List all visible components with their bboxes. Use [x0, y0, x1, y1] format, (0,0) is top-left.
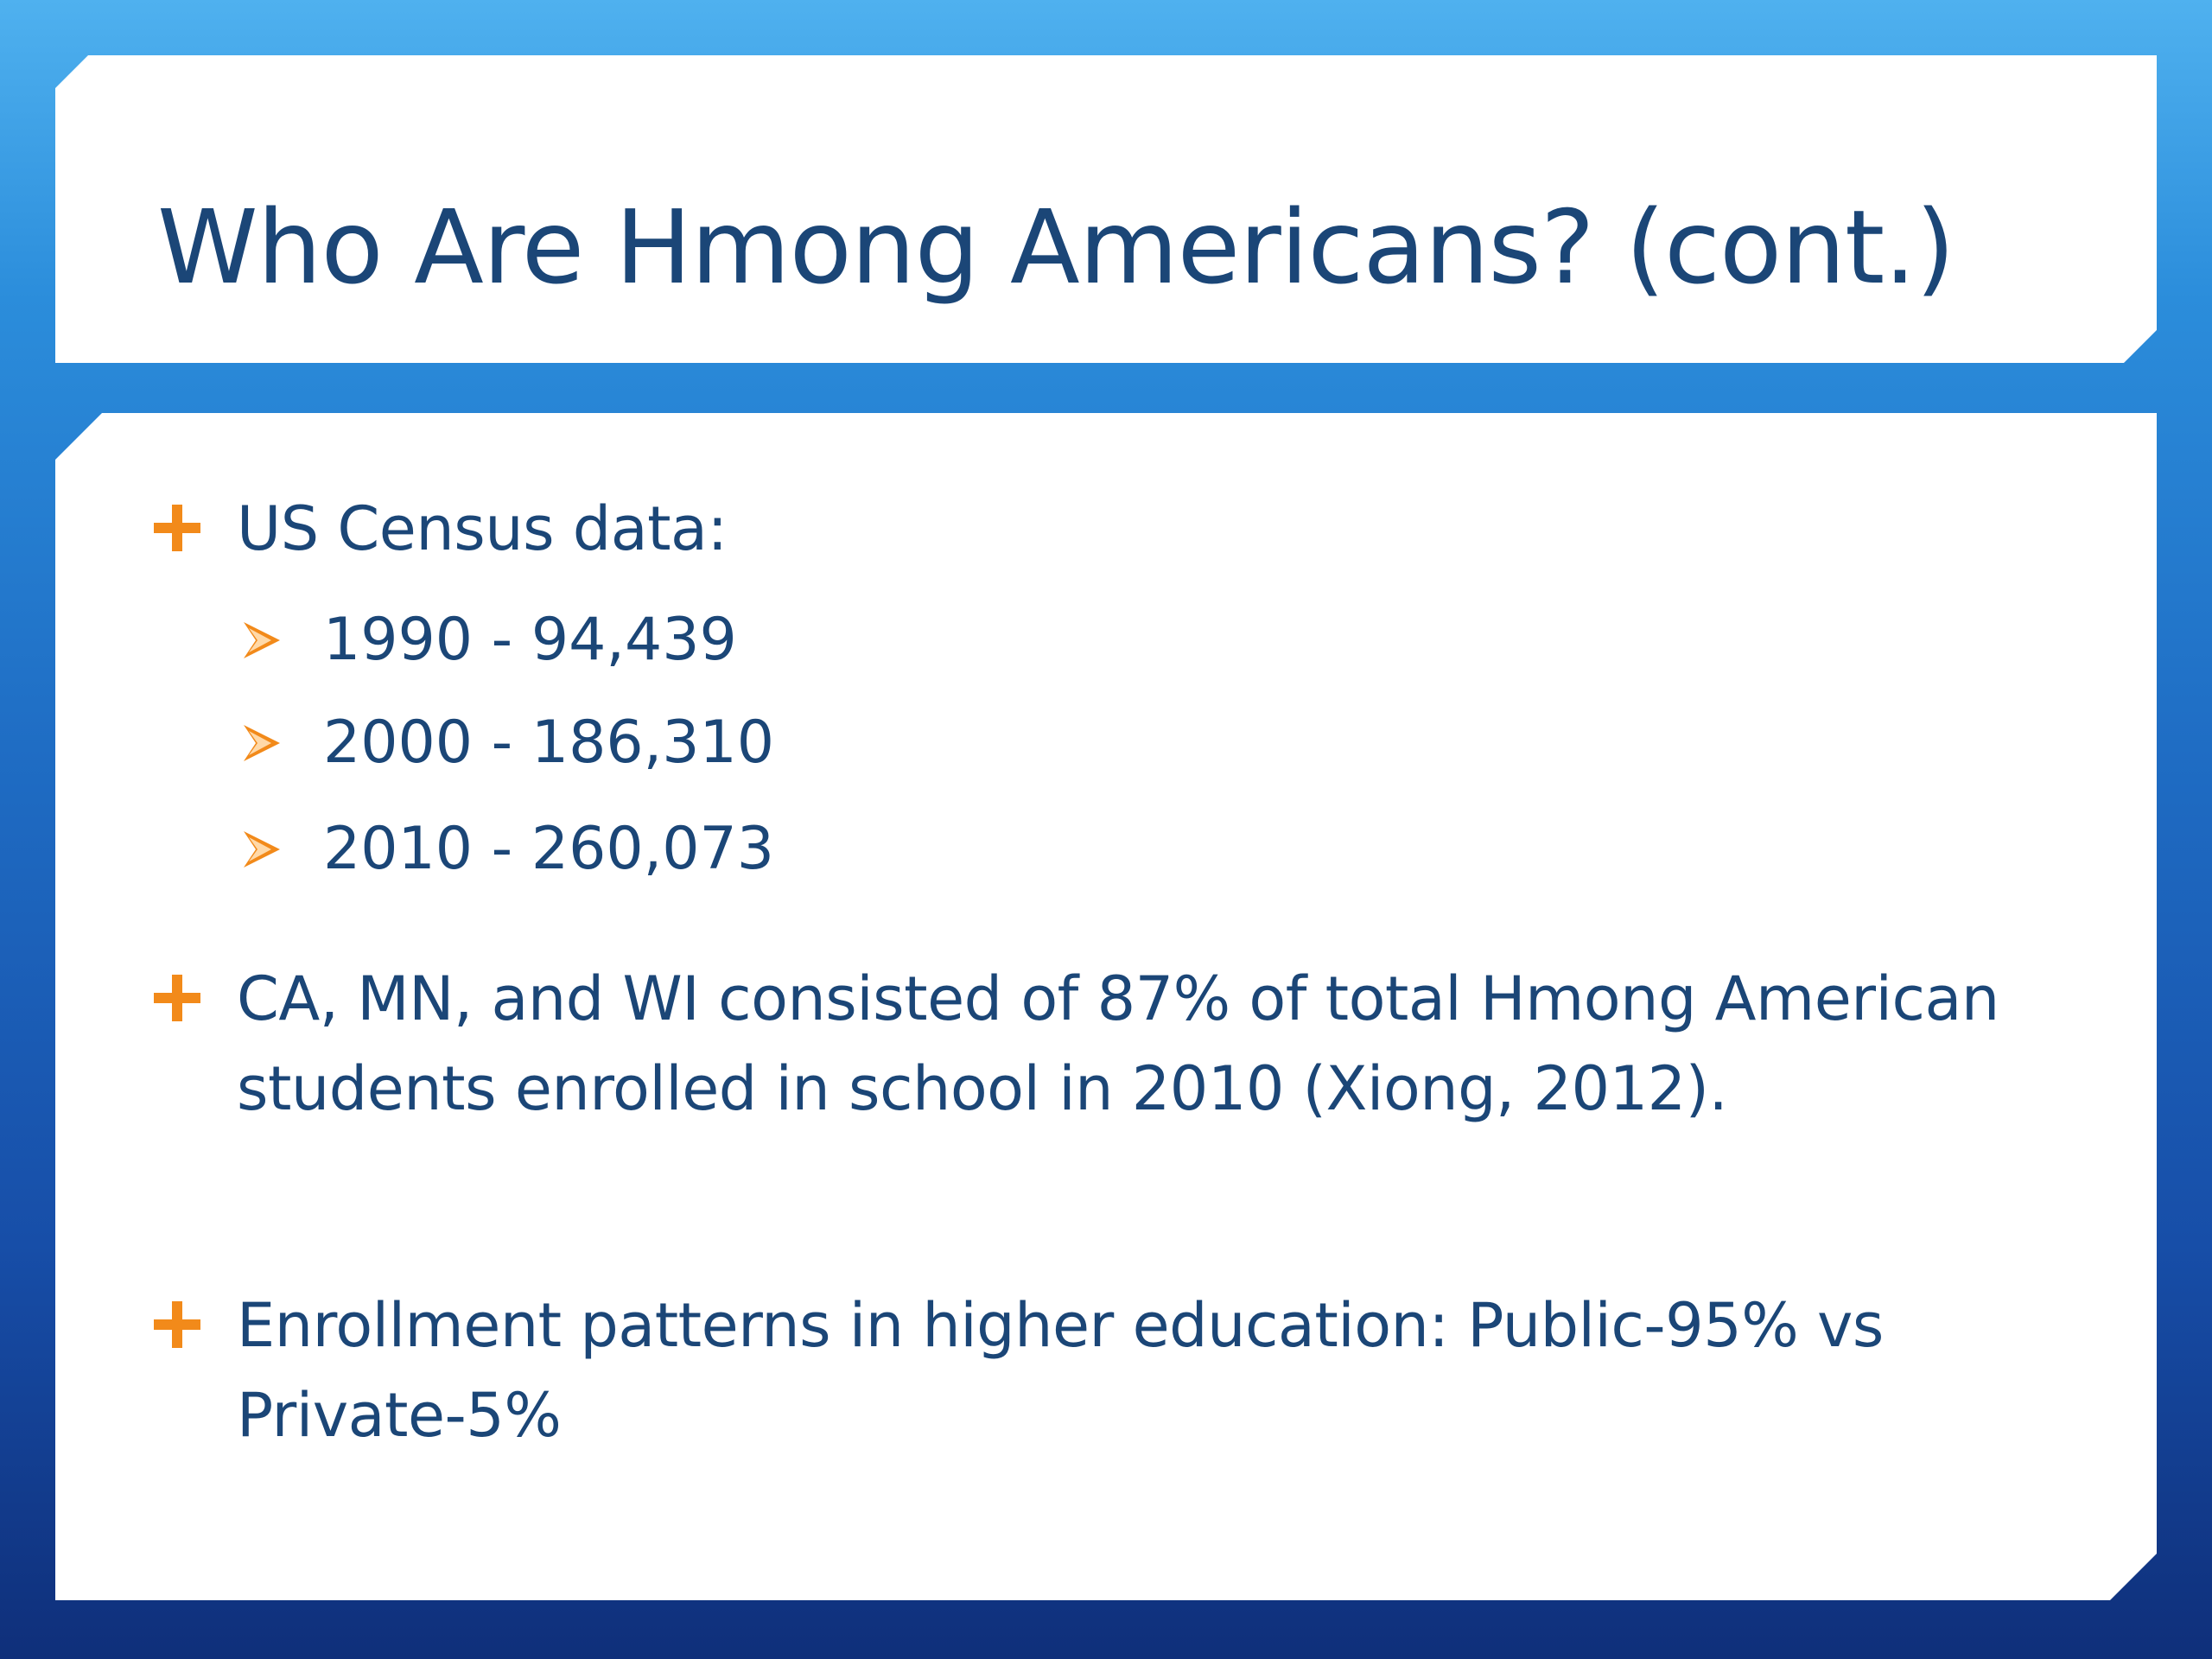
sub-bullet-item-1990	[242, 601, 737, 679]
bullet-item-states	[154, 954, 2012, 1134]
bullet-item-census	[154, 484, 2012, 574]
sub-bullet-item-2010	[242, 810, 774, 888]
sub-bullet-text: 2010 - 260,073	[323, 815, 775, 883]
sub-bullet-text: 1990 - 94,439	[323, 606, 737, 674]
sub-bullet-item-2000	[242, 704, 774, 782]
bullet-text: Enrollment patterns in higher education: Public-95% vs Private-5%	[237, 1290, 1884, 1451]
arrow-icon	[242, 620, 282, 660]
sub-bullet-text: 2000 - 186,310	[323, 709, 775, 777]
bullet-text: CA, MN, and WI consisted of 87% of total Hmong American students enrolled in school in 2010 (Xiong, 2012).	[237, 963, 1999, 1124]
bullet-item-enrollment	[154, 1281, 2012, 1460]
arrow-icon	[242, 723, 282, 763]
plus-icon	[154, 1301, 200, 1348]
slide-title: Who Are Hmong Americans? (cont.)	[157, 188, 1955, 307]
plus-icon	[154, 505, 200, 551]
plus-icon	[154, 975, 200, 1021]
bullet-text: US Census data:	[237, 493, 728, 564]
arrow-icon	[242, 830, 282, 869]
